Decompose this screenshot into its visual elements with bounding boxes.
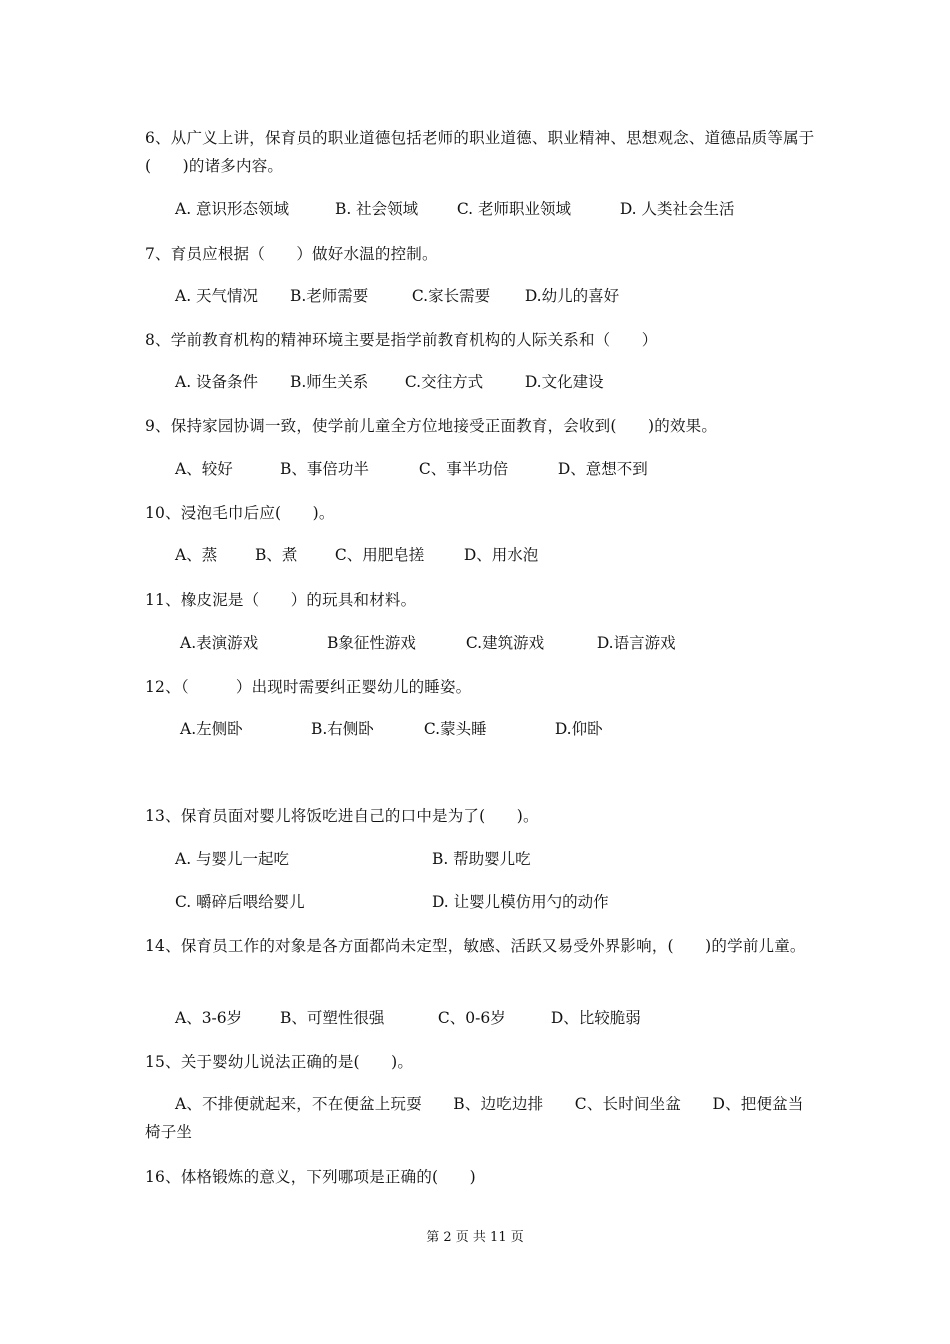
question-10: 10、浸泡毛巾后应( )。 [145,504,335,522]
option: A、3-6岁 [175,1009,243,1027]
options-11 [180,632,676,654]
option: D、用水泡 [463,546,539,564]
options-12 [180,718,603,740]
option: D、意想不到 [557,460,648,478]
question-13: 13、保育员面对婴儿将饭吃进自己的口中是为了( )。 [145,807,539,825]
options-13a [175,848,531,870]
question-8: 8、学前教育机构的精神环境主要是指学前教育机构的人际关系和（ ） [145,331,658,349]
option: C. 老师职业领域 [456,200,572,218]
option: A、较好 [175,460,233,478]
option: D.文化建设 [524,373,604,391]
options-9 [175,458,648,480]
question-14: 14、保育员工作的对象是各方面都尚未定型，敏感、活跃又易受外界影响，( )的学前儿童。 [145,937,806,955]
option: D.语言游戏 [596,634,676,652]
option: A. 设备条件 [175,373,259,391]
option: C.蒙头睡 [423,720,487,738]
question-7: 7、育员应根据（ ）做好水温的控制。 [145,245,438,263]
option: C. 嚼碎后喂给婴儿 [175,893,305,911]
options-15: A、不排便就起来，不在便盆上玩耍 B、边吃边排 C、长时间坐盆 D、把便盆当椅子坐 [145,1095,804,1141]
question-16: 16、体格锻炼的意义，下列哪项是正确的( ) [145,1168,476,1186]
option: D.仰卧 [554,720,603,738]
question-11: 11、橡皮泥是（ ）的玩具和材料。 [145,591,417,609]
option: A. 意识形态领域 [175,200,290,218]
option: B.师生关系 [289,373,369,391]
option: D、比较脆弱 [550,1009,641,1027]
option: C.交往方式 [404,373,484,391]
option: C、用肥皂搓 [334,546,425,564]
option: C.家长需要 [411,287,491,305]
option: B. 社会领域 [334,200,419,218]
option: D. 让婴儿模仿用勺的动作 [431,893,609,911]
option: D.幼儿的喜好 [524,287,620,305]
option: C、0-6岁 [437,1009,506,1027]
option: C.建筑游戏 [465,634,545,652]
option: A、蒸 [175,546,218,564]
option: B、可塑性很强 [279,1009,385,1027]
option: B、事倍功半 [279,460,369,478]
option: A.表演游戏 [180,634,259,652]
question-9: 9、保持家园协调一致，使学前儿童全方位地接受正面教育，会收到( )的效果。 [145,417,718,435]
options-13b [175,891,609,913]
question-15: 15、关于婴幼儿说法正确的是( )。 [145,1053,414,1071]
option: B.老师需要 [289,287,369,305]
options-6 [175,198,735,220]
question-12: 12、（ ）出现时需要纠正婴幼儿的睡姿。 [145,678,472,696]
options-14 [175,1007,641,1029]
page-number-footer: 第 2 页 共 11 页 [426,1230,524,1245]
option: B、煮 [254,546,298,564]
option: C、事半功倍 [418,460,509,478]
option: B.右侧卧 [310,720,374,738]
options-10 [175,544,538,566]
option: D. 人类社会生活 [619,200,735,218]
options-7 [175,285,619,307]
options-8 [175,371,604,393]
option: B. 帮助婴儿吃 [431,850,531,868]
option: A. 与婴儿一起吃 [175,850,290,868]
option: B象征性游戏 [326,634,416,652]
option: A.左侧卧 [180,720,243,738]
option: A. 天气情况 [175,287,259,305]
question-6: 6、从广义上讲，保育员的职业道德包括老师的职业道德、职业精神、思想观念、道德品质等属于( )的诸多内容。 [145,129,815,175]
